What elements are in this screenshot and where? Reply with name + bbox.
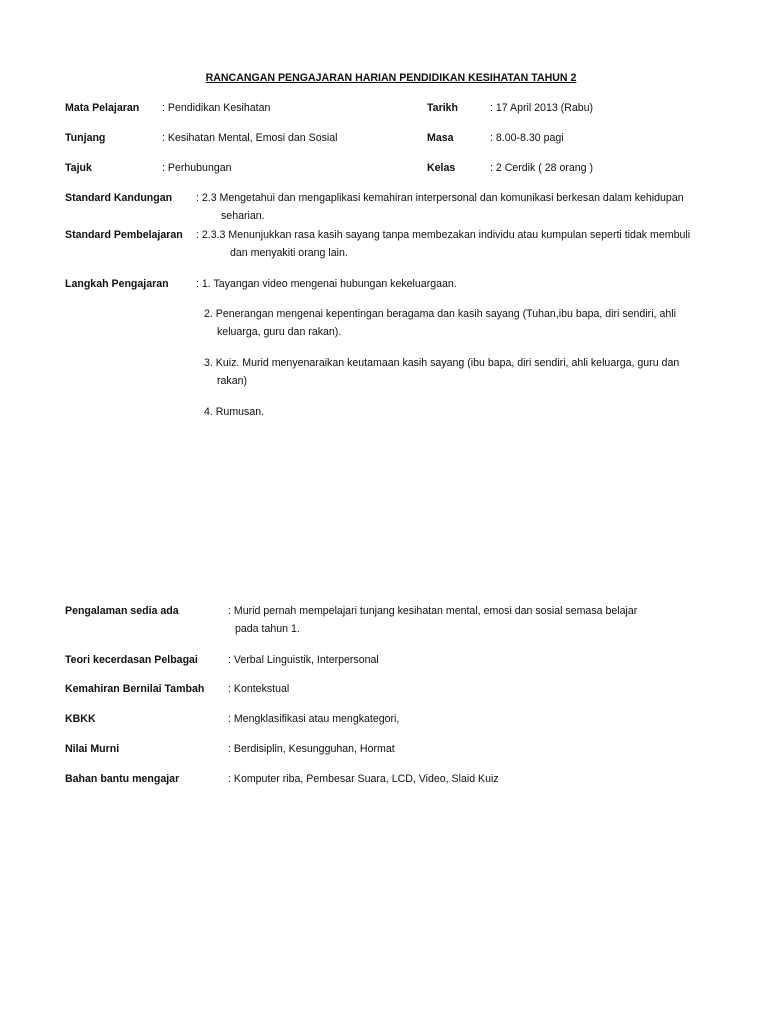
nilai-murni-value: : Berdisiplin, Kesungguhan, Hormat: [228, 743, 395, 755]
tarikh-value: : 17 April 2013 (Rabu): [490, 102, 594, 114]
mata-pelajaran-label: Mata Pelajaran: [65, 102, 140, 114]
standard-kandungan-line2: seharian.: [221, 210, 265, 222]
langkah-step-3-line1: 3. Kuiz. Murid menyenaraikan keutamaan kasih sayang (ibu bapa, diri sendiri, ahli keluarga, guru dan: [204, 357, 680, 369]
tajuk-value: : Perhubungan: [162, 162, 232, 174]
standard-pembelajaran-label: Standard Pembelajaran: [65, 229, 183, 241]
kemahiran-label: Kemahiran Bernilai Tambah: [65, 683, 205, 695]
kbkk-label: KBKK: [65, 713, 96, 725]
masa-label: Masa: [427, 132, 454, 144]
tajuk-label: Tajuk: [65, 162, 92, 174]
langkah-step-2-line2: keluarga, guru dan rakan).: [217, 326, 342, 338]
standard-pembelajaran-line1: : 2.3.3 Menunjukkan rasa kasih sayang tanpa membezakan individu atau kumpulan seperti tidak membuli: [196, 229, 691, 241]
teori-value: : Verbal Linguistik, Interpersonal: [228, 654, 379, 666]
mata-pelajaran-value: : Pendidikan Kesihatan: [162, 102, 271, 114]
kbkk-value: : Mengklasifikasi atau mengkategori,: [228, 713, 400, 725]
nilai-murni-label: Nilai Murni: [65, 743, 120, 755]
langkah-step-3-line2: rakan): [217, 375, 248, 387]
pengalaman-line2: pada tahun 1.: [235, 623, 300, 635]
tunjang-label: Tunjang: [65, 132, 106, 144]
langkah-pengajaran-label: Langkah Pengajaran: [65, 278, 169, 290]
bahan-bantu-label: Bahan bantu mengajar: [65, 773, 180, 785]
pengalaman-label: Pengalaman sedia ada: [65, 605, 179, 617]
kemahiran-value: : Kontekstual: [228, 683, 290, 695]
standard-kandungan-label: Standard Kandungan: [65, 192, 173, 204]
langkah-step-4: 4. Rumusan.: [204, 406, 265, 418]
masa-value: : 8.00-8.30 pagi: [490, 132, 564, 144]
langkah-step-1: : 1. Tayangan video mengenai hubungan kekeluargaan.: [196, 278, 457, 290]
document-title: RANCANGAN PENGAJARAN HARIAN PENDIDIKAN KESIHATAN TAHUN 2: [205, 72, 577, 84]
teori-label: Teori kecerdasan Pelbagai: [65, 654, 198, 666]
bahan-bantu-value: : Komputer riba, Pembesar Suara, LCD, Video, Slaid Kuiz: [228, 773, 499, 785]
pengalaman-line1: : Murid pernah mempelajari tunjang kesihatan mental, emosi dan sosial semasa belajar: [228, 605, 638, 617]
tarikh-label: Tarikh: [427, 102, 459, 114]
kelas-label: Kelas: [427, 162, 456, 174]
langkah-step-2-line1: 2. Penerangan mengenai kepentingan beragama dan kasih sayang (Tuhan,ibu bapa, diri sendiri, ahli: [204, 308, 676, 320]
kelas-value: : 2 Cerdik ( 28 orang ): [490, 162, 594, 174]
tunjang-value: : Kesihatan Mental, Emosi dan Sosial: [162, 132, 338, 144]
standard-pembelajaran-line2: dan menyakiti orang lain.: [230, 247, 348, 259]
standard-kandungan-line1: : 2.3 Mengetahui dan mengaplikasi kemahiran interpersonal dan komunikasi berkesan dalam kehidupan: [196, 192, 684, 204]
